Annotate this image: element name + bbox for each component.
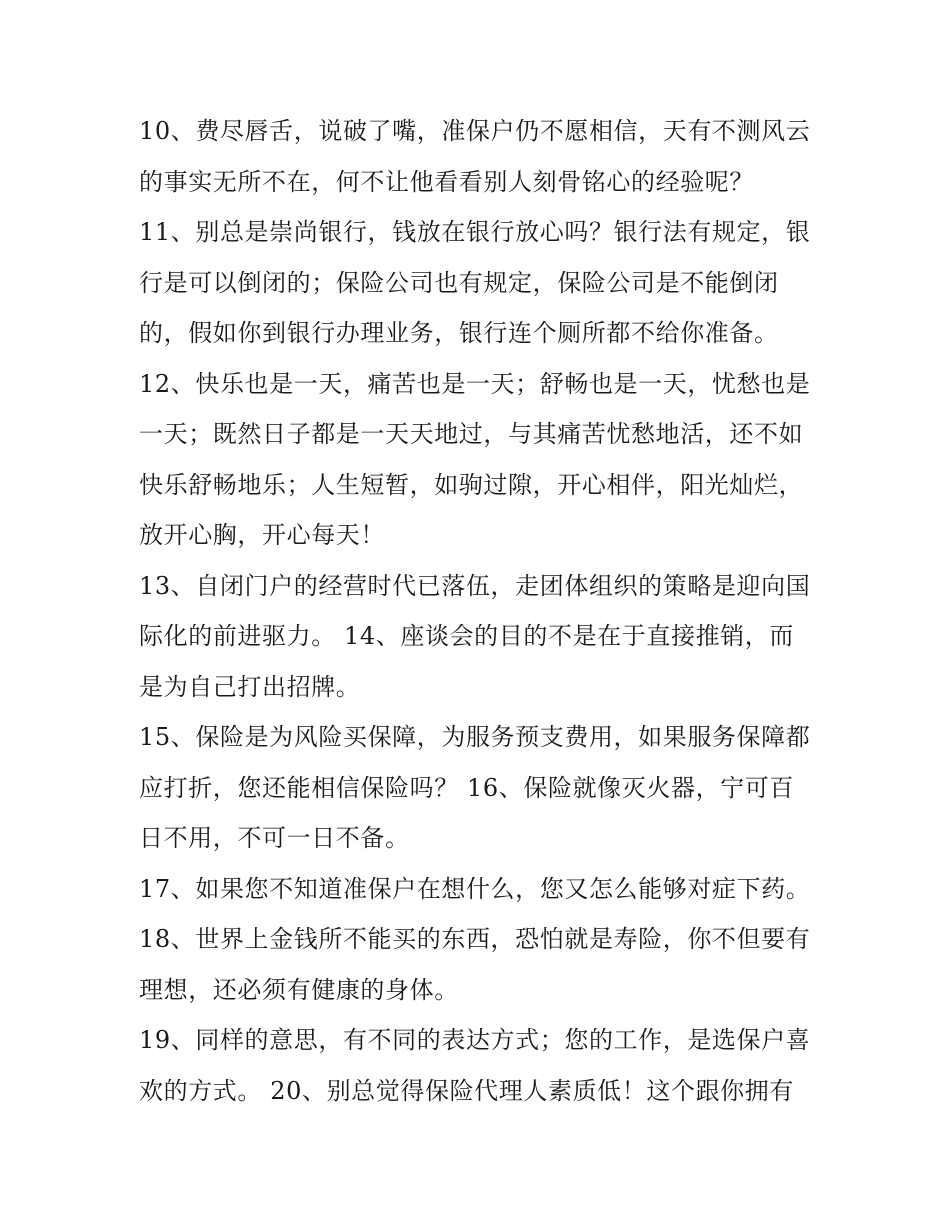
text-line: 是为自己打出招牌。 [139,672,361,701]
text-line: 的事实无所不在，何不让他看看别人刻骨铭心的经验呢？ [139,167,754,196]
text-line: 快乐舒畅地乐；人生短暂，如驹过隙，开心相伴，阳光灿烂， [139,470,804,499]
text-line: 际化的前进驱力。 14、座谈会的目的不是在于直接推销，而 [139,622,794,650]
text-line: 13、自闭门户的经营时代已落伍，走团体组织的策略是迎向国 [139,571,811,600]
text-line: 日不用，不可一日不备。 [139,824,410,852]
text-line: 应打折，您还能相信保险吗？ 16、保险就像灭火器，宁可百 [139,773,794,802]
text-line: 19、同样的意思，有不同的表达方式；您的工作，是选保户喜 [139,1026,811,1054]
text-line: 17、如果您不知道准保户在想什么，您又怎么能够对症下药。 [139,874,811,903]
text-line: 欢的方式。 20、别总觉得保险代理人素质低！这个跟你拥有 [139,1076,794,1105]
text-line: 11、别总是崇尚银行，钱放在银行放心吗？银行法有规定，银 [139,218,811,246]
text-line: 一天；既然日子都是一天天地过，与其痛苦忧愁地活，还不如 [139,420,804,448]
text-line: 12、快乐也是一天，痛苦也是一天；舒畅也是一天，忧愁也是 [139,369,811,398]
text-line: 行是可以倒闭的；保险公司也有规定，保险公司是不能倒闭 [139,268,779,297]
text-line: 15、保险是为风险买保障，为服务预支费用，如果服务保障都 [139,723,811,751]
text-line: 10、费尽唇舌，说破了嘴，准保户仍不愿相信，天有不测风云 [139,117,811,145]
document-body [139,106,819,1116]
text-line: 放开心胸，开心每天！ [139,521,385,549]
text-line: 的，假如你到银行办理业务，银行连个厕所都不给你准备。 [139,319,779,347]
text-line: 18、世界上金钱所不能买的东西，恐怕就是寿险，你不但要有 [139,925,811,953]
text-line: 理想，还必须有健康的身体。 [139,975,459,1004]
